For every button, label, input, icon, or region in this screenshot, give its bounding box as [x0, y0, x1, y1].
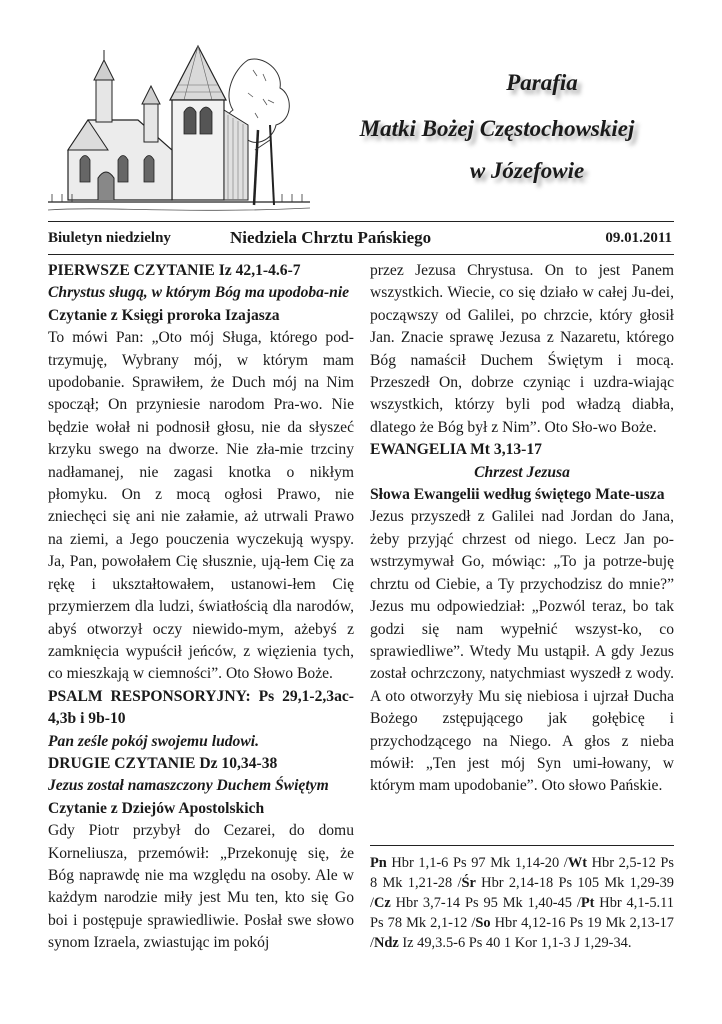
title-line-name: Matki Bożej Częstochowskiej	[359, 116, 635, 141]
reading-day-thu: Cz	[374, 895, 391, 911]
reading-day-sun: Ndz	[374, 935, 399, 951]
gospel-motto: Chrzest Jezusa	[474, 463, 570, 481]
second-reading-heading: DRUGIE CZYTANIE Dz 10,34-38	[48, 754, 278, 772]
bulletin-date: 09.01.2011	[605, 230, 672, 246]
psalm-refrain: Pan ześle pokój swojemu ludowi.	[48, 732, 259, 750]
title-line-parish: Parafia	[506, 70, 578, 95]
reading-day-sat: So	[475, 915, 491, 931]
header-rule-bottom	[48, 254, 674, 255]
psalm-heading: PSALM RESPONSORYJNY: Ps 29,1-2,3ac-4,3b i 9b-10	[48, 687, 354, 728]
reading-day-fri: Pt	[580, 895, 595, 911]
reading-refs-wed: Hbr 2,14-18 Ps 105 Mk 1,29-39 /	[370, 875, 674, 911]
sunday-name: Niedziela Chrztu Pańskiego	[230, 228, 432, 247]
reading-refs-tue: Hbr 2,5-12 Ps 8 Mk 1,21-28 /	[370, 855, 674, 891]
bulletin-label: Biuletyn niedzielny	[48, 230, 171, 246]
parish-title	[312, 66, 682, 188]
reading-day-tue: Wt	[567, 855, 587, 871]
first-reading-motto: Chrystus sługą, w którym Bóg ma upodoba-nie	[48, 284, 350, 302]
bulletin-header-bar	[48, 228, 674, 250]
first-reading-source: Czytanie z Księgi proroka Izajasza	[48, 306, 280, 324]
second-reading-continuation: przez Jezusa Chrystusa. On to jest Panem wszystkich. Wiecie, co się działo w całej Ju-dei, począwszy od Galilei, po chrzcie, który głosił Jan. Znacie sprawę Jezusa z Nazaretu, którego Bóg namaścił Duchem Świętym i mocą. Przeszedł On, dobrze czyniąc i uzdra-wiając wszystkich, którzy byli pod władzą diabła, dlatego że Bóg był z Nim”. Oto Sło-wo Boże.	[370, 262, 674, 436]
second-reading-text: Gdy Piotr przybył do Cezarei, do domu Korneliusza, przemówił: „Przekonuję się, że Bóg naprawdę nie ma względu na osoby. Ale w każdym narodzie miły jest Mu ten, kto się Go boi i postępuje sprawiedliwie. Posłał swe słowo synom Izraela, zwiastując im pokój	[48, 822, 354, 952]
reading-refs-sat: Hbr 4,12-16 Ps 19 Mk 2,13-17 /	[370, 915, 674, 951]
reading-refs-thu: Hbr 3,7-14 Ps 95 Mk 1,40-45 /	[390, 895, 581, 911]
title-line-place: w Józefowie	[469, 158, 585, 183]
first-reading-heading: PIERWSZE CZYTANIE Iz 42,1-4.6-7	[48, 262, 301, 279]
first-reading-text: To mówi Pan: „Oto mój Sługa, którego pod-trzymuję, Wybrany mój, w którym mam upodobanie. Sprawiłem, że Duch mój na Nim spoczął; On przyniesie narodom Pra-wo. Nie będzie wołał ni podnosił głosu, nie da słyszeć krzyku swego na dworze. Nie zła-mie trzciny nadłamanej, nie zagasi knotka o nikłym płomyku. On z mocą ogłosi Prawo, nie zniechęci się ani nie załamie, aż utrwali Prawo na ziemi, a Jego pouczenia wyczekują wyspy. Ja, Pan, powołałem Cię słusznie, ują-łem Cię za rękę i ukształtowałem, ustanowi-łem Cię przymierzem dla ludzi, światłością dla narodów, abyś otworzył oczy niewido-mym, ażebyś z zamknięcia wypuścił jeńców, z więzienia tych, co mieszkają w ciemności”. Oto Słowo Boże.	[48, 329, 354, 683]
gospel-heading: EWANGELIA Mt 3,13-17	[370, 441, 542, 459]
weekly-readings	[370, 853, 674, 953]
left-column	[48, 260, 354, 955]
reading-refs-fri: Hbr 4,1-5.11 Ps 78 Mk 2,1-12 /	[370, 895, 674, 931]
header-rule-top	[48, 221, 674, 222]
reading-day-mon: Pn	[370, 855, 387, 871]
second-reading-motto: Jezus został namaszczony Duchem Świętym	[48, 777, 329, 795]
reading-refs-mon: Hbr 1,1-6 Ps 97 Mk 1,14-20 /	[386, 855, 568, 871]
readings-divider	[370, 845, 674, 846]
church-illustration	[48, 40, 310, 220]
reading-refs-sun: Iz 49,3.5-6 Ps 40 1 Kor 1,1-3 J 1,29-34.	[398, 935, 632, 951]
right-column	[370, 260, 674, 798]
second-reading-source: Czytanie z Dziejów Apostolskich	[48, 799, 265, 817]
reading-day-wed: Śr	[461, 875, 476, 891]
gospel-source: Słowa Ewangelii według świętego Mate-usza	[370, 486, 665, 504]
gospel-text: Jezus przyszedł z Galilei nad Jordan do Jana, żeby przyjąć chrzest od niego. Lecz Jan po-wstrzymywał Go, mówiąc: „To ja potrze-buję chrztu od Ciebie, a Ty przychodzisz do mnie?” Jezus mu odpowiedział: „Pozwól teraz, bo tak godzi się nam wypełnić wszyst-ko, co sprawiedliwe”. Wtedy Mu ustąpił. A gdy Jezus został ochrzczony, natychmiast wyszedł z wody. A oto otworzyły Mu się niebiosa i ujrzał Ducha Bożego zstępującego jak gołębicę i przychodzącego na Niego. A głos z nieba mówił: „Ten jest mój Syn umi-łowany, w którym mam upodobanie”. Oto słowo Pańskie.	[370, 508, 674, 795]
